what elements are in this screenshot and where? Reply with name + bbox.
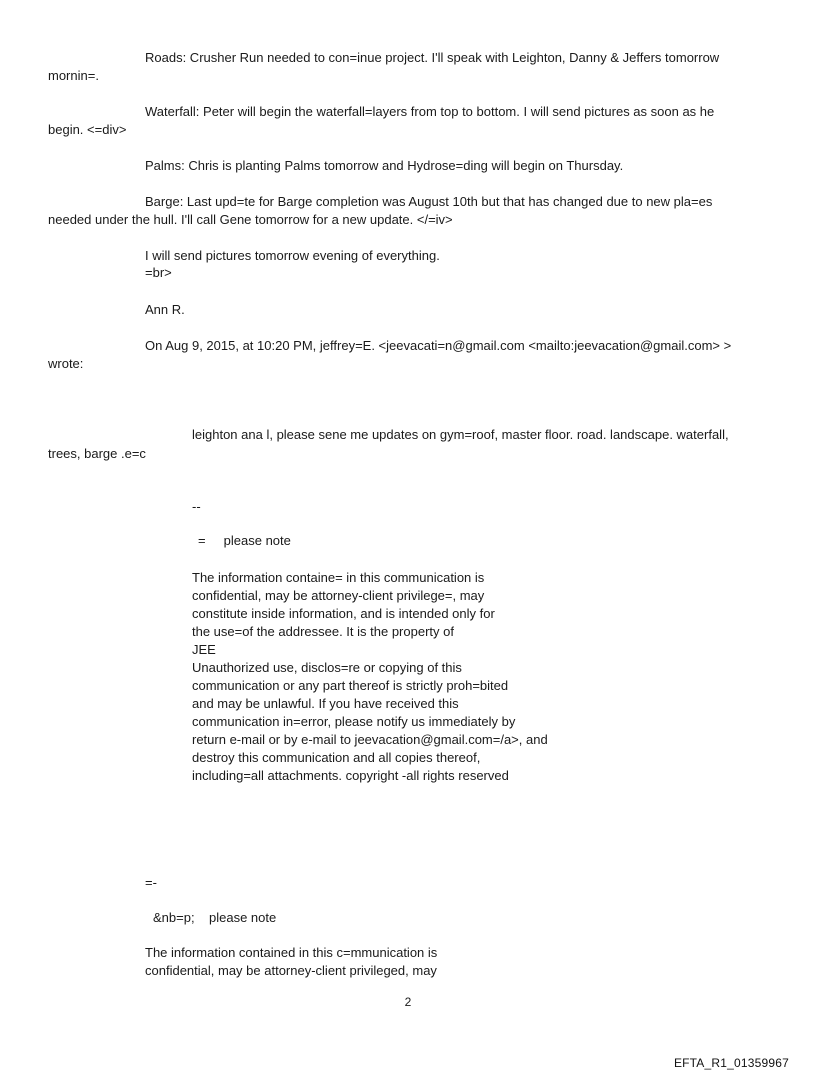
disclaimer-line: confidential, may be attorney-client privileged, may	[145, 963, 437, 978]
outer-disclaimer	[145, 944, 565, 980]
barge-line-2: needed under the hull. I'll call Gene tomorrow for a new update. </=iv>	[48, 212, 453, 227]
on-wrote-line-2: wrote:	[48, 356, 84, 371]
disclaimer-line: confidential, may be attorney-client privilege=, may	[192, 588, 485, 603]
quoted-please-note: = please note	[198, 533, 291, 548]
disclaimer-line: destroy this communication and all copies thereof,	[192, 750, 481, 765]
quoted-dashes: --	[192, 499, 201, 514]
quoted-disclaimer	[192, 569, 612, 785]
disclaimer-line: including=all attachments. copyright -all rights reserved	[192, 768, 509, 783]
disclaimer-line: the use=of the addressee. It is the property of	[192, 624, 454, 639]
quoted-request-line-1: leighton ana l, please sene me updates on gym=roof, master floor. road. landscape. waterfall,	[192, 427, 729, 442]
waterfall-line-2: begin. <=div>	[48, 122, 127, 137]
outer-please-note: &nb=p; please note	[153, 910, 277, 925]
outer-dash: =-	[145, 875, 157, 890]
disclaimer-line: Unauthorized use, disclos=re or copying of this	[192, 660, 462, 675]
roads-line-1: Roads: Crusher Run needed to con=inue project. I'll speak with Leighton, Danny & Jeffers tomorrow	[145, 50, 720, 65]
disclaimer-line: return e-mail or by e-mail to jeevacation@gmail.com=/a>, and	[192, 732, 548, 747]
signature: Ann R.	[145, 302, 185, 317]
disclaimer-line: The information contained in this c=mmunication is	[145, 945, 438, 960]
pictures-line-1: I will send pictures tomorrow evening of everything.	[145, 248, 440, 263]
waterfall-line-1: Waterfall: Peter will begin the waterfall=layers from top to bottom. I will send pictures as soon as he	[145, 104, 715, 119]
pictures-line-2: =br>	[145, 265, 172, 280]
disclaimer-line: communication or any part thereof is strictly proh=bited	[192, 678, 509, 693]
disclaimer-line: constitute inside information, and is intended only for	[192, 606, 495, 621]
disclaimer-line: The information containe= in this communication is	[192, 570, 485, 585]
barge-line-1: Barge: Last upd=te for Barge completion was August 10th but that has changed due to new pla=es	[145, 194, 713, 209]
quoted-request-line-2: trees, barge .e=c	[48, 446, 146, 461]
disclaimer-line: and may be unlawful. If you have received this	[192, 696, 459, 711]
palms-line: Palms: Chris is planting Palms tomorrow and Hydrose=ding will begin on Thursday.	[145, 158, 624, 173]
disclaimer-line: JEE	[192, 642, 216, 657]
on-wrote-line-1: On Aug 9, 2015, at 10:20 PM, jeffrey=E. <jeevacati=n@gmail.com <mailto:jeevacation@gmail.com> >	[145, 338, 732, 353]
page-number: 2	[404, 995, 412, 1009]
disclaimer-line: communication in=error, please notify us immediately by	[192, 714, 516, 729]
roads-line-2: mornin=.	[48, 68, 99, 83]
bates-number: EFTA_R1_01359967	[673, 1056, 789, 1070]
